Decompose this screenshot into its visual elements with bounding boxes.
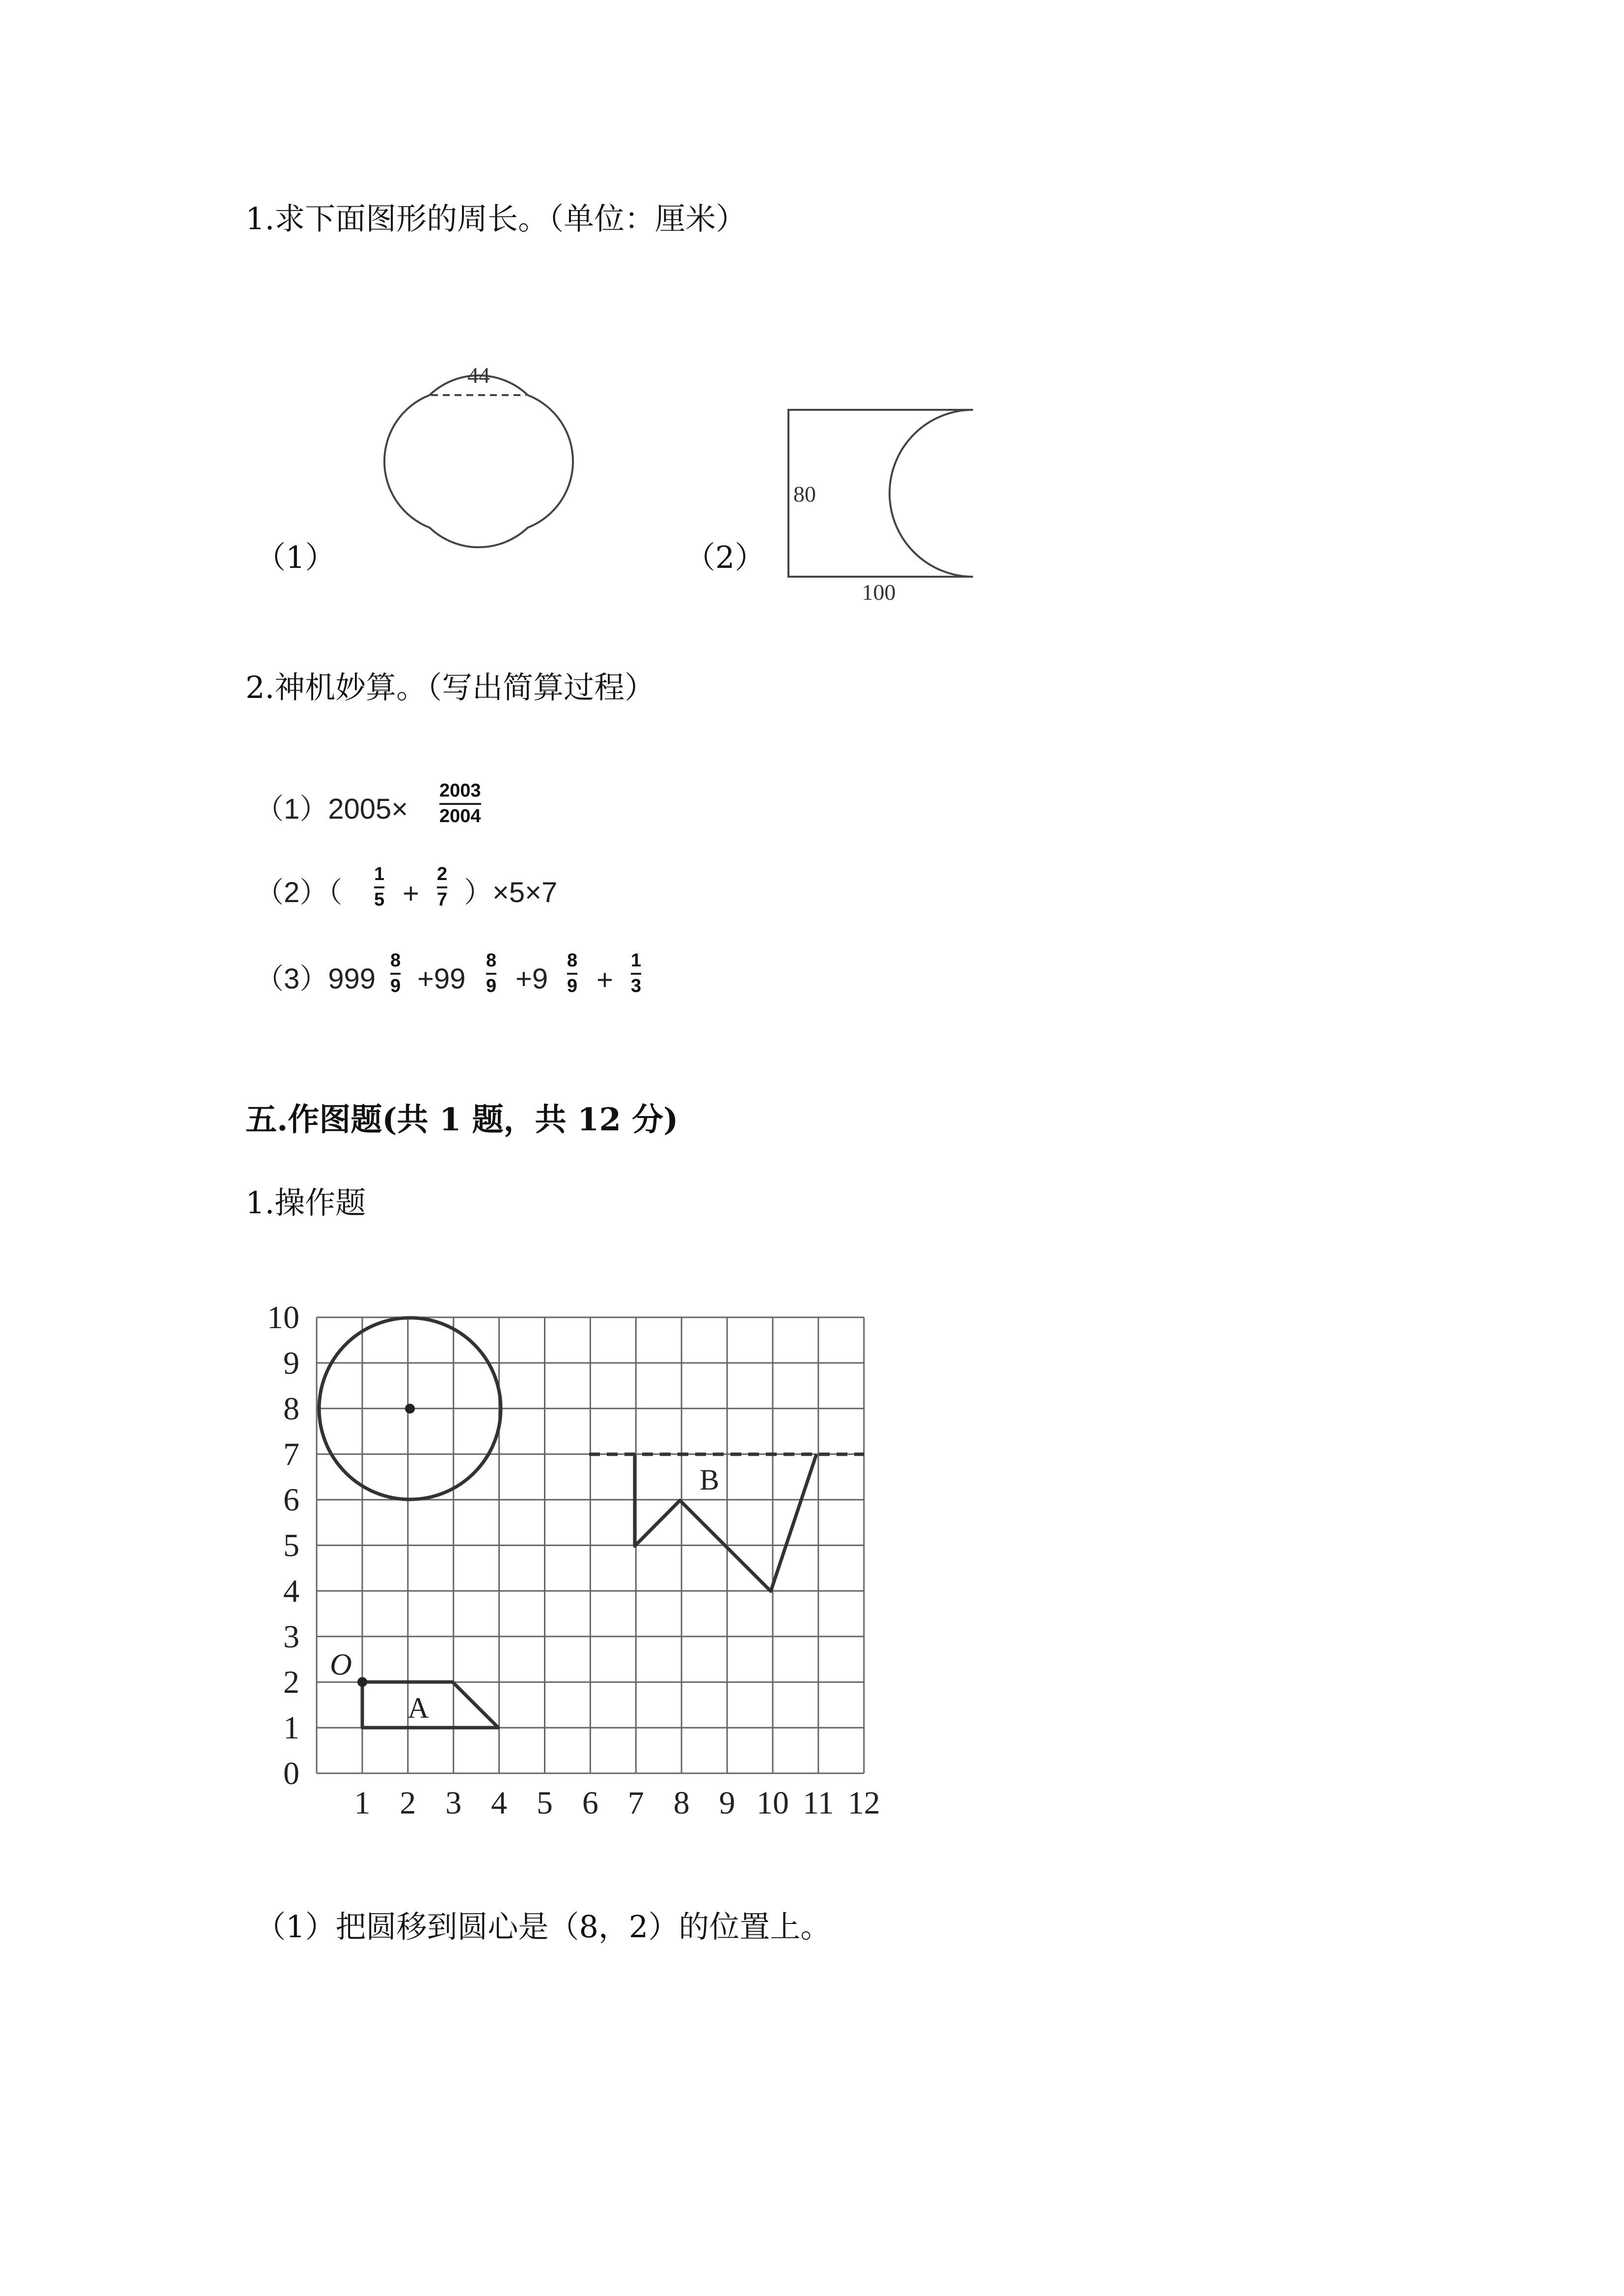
fraction-8-9-b: [486, 951, 496, 996]
fraction-8-9-a: [390, 951, 401, 996]
calc-3-label: （3）999: [255, 963, 376, 995]
y-tick-label: 0: [283, 1756, 299, 1791]
y-tick-label: 6: [283, 1482, 299, 1518]
numerator: 8: [390, 950, 401, 971]
numerator: 2: [437, 864, 448, 884]
y-tick-label: 10: [267, 1300, 299, 1335]
denominator: 9: [486, 975, 497, 996]
q2-title: 2.神机妙算。（写出简算过程）: [245, 669, 655, 705]
numerator: 1: [374, 864, 385, 884]
x-tick-label: 10: [757, 1785, 789, 1821]
figure-2-rect-semicircle: [781, 407, 997, 614]
fig2-label: （2）: [685, 539, 765, 575]
calc-2-label: （2）（: [255, 877, 343, 908]
y-tick-label: 4: [283, 1573, 299, 1609]
origin-dot: [357, 1677, 367, 1687]
section-5-title: 五.作图题(共 1 题，共 12 分): [245, 1101, 678, 1138]
numerator: 8: [486, 950, 497, 971]
term-99: +99: [417, 963, 466, 995]
numerator: 8: [567, 950, 578, 971]
figure-1-cloud: [344, 309, 663, 614]
denominator: 3: [631, 975, 642, 996]
x-tick-label: 12: [847, 1785, 880, 1821]
grid-lines: [317, 1317, 864, 1773]
fraction-2003-2004: [439, 781, 481, 827]
cloud-outline: [384, 375, 573, 547]
x-tick-label: 5: [537, 1785, 553, 1821]
fig1-label: （1）: [255, 539, 336, 575]
y-tick-label: 5: [283, 1527, 299, 1564]
cloud-dim-label: 44: [467, 363, 490, 388]
shape-b: [635, 1454, 816, 1591]
y-tick-label: 7: [283, 1436, 299, 1472]
height-label: 80: [793, 481, 816, 507]
circle-center-dot: [405, 1404, 415, 1414]
numerator: 2003: [439, 780, 481, 801]
denominator: 9: [567, 975, 578, 996]
x-tick-label: 2: [400, 1785, 416, 1821]
calc-2-tail: ）×5×7: [464, 877, 558, 908]
origin-label: O: [330, 1648, 352, 1682]
y-tick-labels: [267, 1300, 299, 1791]
denominator: 9: [390, 975, 401, 996]
x-tick-label: 7: [627, 1785, 644, 1821]
numerator: 1: [631, 950, 642, 971]
x-tick-labels: [354, 1785, 880, 1821]
x-tick-label: 1: [354, 1785, 371, 1821]
operation-question-title: 1.操作题: [245, 1185, 366, 1221]
width-label: 100: [862, 580, 896, 605]
fraction-8-9-c: [567, 951, 577, 996]
shape-a: [362, 1682, 498, 1728]
plus-sign: +: [403, 878, 419, 909]
q1-title: 1.求下面图形的周长。（单位：厘米）: [245, 201, 747, 237]
x-tick-label: 3: [445, 1785, 462, 1821]
x-tick-label: 8: [673, 1785, 690, 1821]
shape-a-label: A: [407, 1692, 429, 1724]
term-plus: +: [596, 964, 613, 996]
term-9: +9: [515, 963, 548, 995]
x-tick-label: 4: [491, 1785, 508, 1821]
denominator: 7: [437, 889, 448, 910]
rect-semicircle-outline: [788, 410, 973, 577]
calc-1-label: （1）2005×: [255, 793, 408, 825]
coordinate-grid-figure: [245, 1286, 893, 1836]
fraction-2-7: [437, 865, 447, 910]
y-tick-label: 3: [283, 1619, 299, 1655]
fraction-1-5: [374, 865, 384, 910]
y-tick-label: 2: [283, 1664, 299, 1701]
x-tick-label: 11: [803, 1785, 834, 1821]
fraction-1-3: [631, 951, 641, 996]
shape-b-label: B: [699, 1464, 720, 1496]
instruction-1: （1）把圆移到圆心是（8，2）的位置上。: [255, 1909, 831, 1945]
x-tick-label: 6: [582, 1785, 598, 1821]
denominator: 2004: [439, 805, 481, 827]
y-tick-label: 1: [283, 1710, 299, 1746]
x-tick-label: 9: [719, 1785, 735, 1821]
y-tick-label: 8: [283, 1390, 299, 1427]
y-tick-label: 9: [283, 1345, 299, 1381]
denominator: 5: [374, 889, 385, 910]
